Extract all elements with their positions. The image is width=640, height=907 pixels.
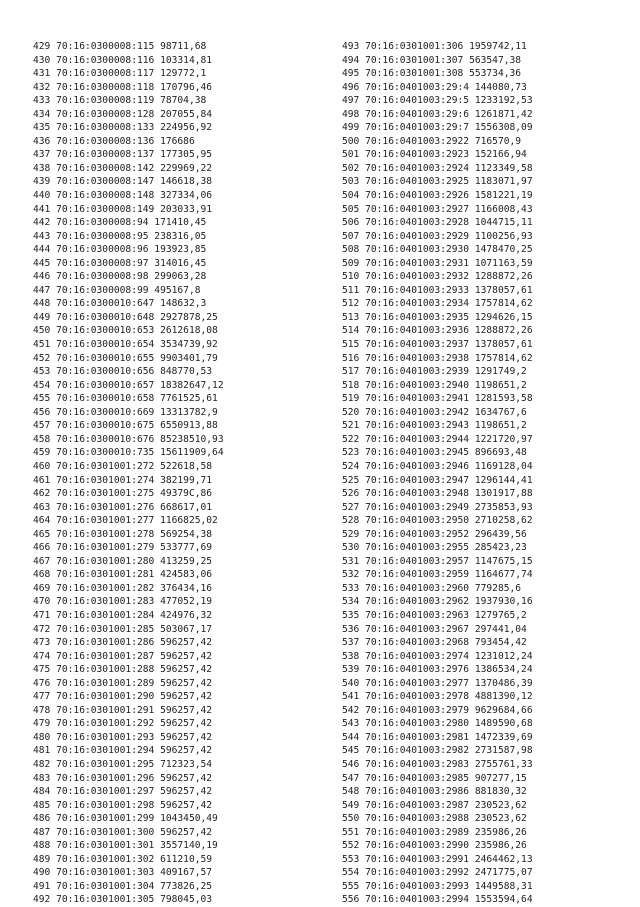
record-row: 499 70:16:0401003:29:7 1556308,09 — [342, 122, 533, 134]
record-row: 534 70:16:0401003:2962 1937930,16 — [342, 596, 533, 608]
record-row: 514 70:16:0401003:2936 1288872,26 — [342, 325, 533, 337]
record-row: 494 70:16:0301001:307 563547,38 — [342, 54, 522, 66]
record-row: 445 70:16:0300008:97 314016,45 — [33, 257, 207, 269]
record-row: 463 70:16:0301001:276 668617,01 — [33, 501, 213, 513]
record-row: 509 70:16:0401003:2931 1071163,59 — [342, 257, 533, 269]
record-row: 549 70:16:0401003:2987 230523,62 — [342, 799, 527, 811]
record-row: 449 70:16:0300010:648 2927878,25 — [33, 311, 218, 323]
record-row: 490 70:16:0301001:303 409167,57 — [33, 867, 213, 879]
record-row: 432 70:16:0300008:118 170796,46 — [33, 81, 213, 93]
record-row: 518 70:16:0401003:2940 1198651,2 — [342, 379, 527, 391]
record-row: 431 70:16:0300008:117 129772,1 — [33, 68, 207, 80]
record-row: 435 70:16:0300008:133 224956,92 — [33, 122, 213, 134]
record-row: 443 70:16:0300008:95 238316,05 — [33, 230, 207, 242]
record-row: 467 70:16:0301001:280 413259,25 — [33, 555, 213, 567]
record-row: 495 70:16:0301001:308 553734,36 — [342, 68, 522, 80]
record-row: 502 70:16:0401003:2924 1123349,58 — [342, 162, 533, 174]
record-row: 520 70:16:0401003:2942 1634767,6 — [342, 406, 527, 418]
record-row: 498 70:16:0401003:29:6 1261871,42 — [342, 108, 533, 120]
record-row: 552 70:16:0401003:2990 235986,26 — [342, 840, 527, 852]
record-row: 506 70:16:0401003:2928 1044715,11 — [342, 217, 533, 229]
record-row: 556 70:16:0401003:2994 1553594,64 — [342, 894, 533, 906]
record-row: 529 70:16:0401003:2952 296439,56 — [342, 528, 527, 540]
record-row: 462 70:16:0301001:275 49379C,86 — [33, 488, 213, 500]
record-row: 551 70:16:0401003:2989 235986,26 — [342, 826, 527, 838]
record-row: 536 70:16:0401003:2967 297441,04 — [342, 623, 527, 635]
record-row: 436 70:16:0300008:136 176686 — [33, 135, 195, 147]
record-row: 500 70:16:0401003:2922 716570,9 — [342, 135, 522, 147]
record-row: 486 70:16:0301001:299 1043450,49 — [33, 813, 218, 825]
record-row: 546 70:16:0401003:2983 2755761,33 — [342, 758, 533, 770]
record-row: 465 70:16:0301001:278 569254,38 — [33, 528, 213, 540]
record-row: 453 70:16:0300010:656 848770,53 — [33, 366, 213, 378]
record-row: 547 70:16:0401003:2985 907277,15 — [342, 772, 527, 784]
record-row: 471 70:16:0301001:284 424976,32 — [33, 609, 213, 621]
record-row: 475 70:16:0301001:288 596257,42 — [33, 664, 213, 676]
record-row: 448 70:16:0300010:647 148632,3 — [33, 298, 207, 310]
record-row: 477 70:16:0301001:290 596257,42 — [33, 691, 213, 703]
record-row: 472 70:16:0301001:285 503067,17 — [33, 623, 213, 635]
right-column — [342, 40, 533, 907]
record-row: 470 70:16:0301001:283 477052,19 — [33, 596, 213, 608]
record-row: 512 70:16:0401003:2934 1757814,62 — [342, 298, 533, 310]
record-row: 450 70:16:0300010:653 2612618,08 — [33, 325, 218, 337]
record-row: 483 70:16:0301001:296 596257,42 — [33, 772, 213, 784]
record-row: 457 70:16:0300010:675 6550913,88 — [33, 420, 218, 432]
record-row: 540 70:16:0401003:2977 1370486,39 — [342, 677, 533, 689]
record-row: 537 70:16:0401003:2968 793454,42 — [342, 637, 527, 649]
record-row: 482 70:16:0301001:295 712323,54 — [33, 758, 213, 770]
record-row: 429 70:16:0300008:115 98711,68 — [33, 41, 207, 52]
record-row: 530 70:16:0401003:2955 285423,23 — [342, 542, 527, 554]
record-row: 442 70:16:0300008:94 171410,45 — [33, 217, 207, 229]
record-row: 531 70:16:0401003:2957 1147675,15 — [342, 555, 533, 567]
record-row: 555 70:16:0401003:2993 1449588,31 — [342, 880, 533, 892]
record-row: 515 70:16:0401003:2937 1378057,61 — [342, 339, 533, 351]
record-row: 488 70:16:0301001:301 3557140,19 — [33, 840, 218, 852]
record-row: 539 70:16:0401003:2976 1386534,24 — [342, 664, 533, 676]
record-row: 532 70:16:0401003:2959 1164677,74 — [342, 569, 533, 581]
record-row: 496 70:16:0401003:29:4 144080,73 — [342, 81, 527, 93]
record-row: 487 70:16:0301001:300 596257,42 — [33, 826, 213, 838]
record-row: 484 70:16:0301001:297 596257,42 — [33, 786, 213, 798]
record-row: 480 70:16:0301001:293 596257,42 — [33, 731, 213, 743]
record-row: 459 70:16:0300010:735 15611909,64 — [33, 447, 224, 459]
record-row: 485 70:16:0301001:298 596257,42 — [33, 799, 213, 811]
record-row: 458 70:16:0300010:676 85238510,93 — [33, 433, 224, 445]
record-row: 553 70:16:0401003:2991 2464462,13 — [342, 853, 533, 865]
record-row: 476 70:16:0301001:289 596257,42 — [33, 677, 213, 689]
record-row: 524 70:16:0401003:2946 1169128,04 — [342, 460, 533, 472]
record-row: 527 70:16:0401003:2949 2735853,93 — [342, 501, 533, 513]
record-row: 511 70:16:0401003:2933 1378057,61 — [342, 284, 533, 296]
record-row: 456 70:16:0300010:669 13313782,9 — [33, 406, 218, 418]
left-column — [33, 40, 224, 907]
record-row: 525 70:16:0401003:2947 1296144,41 — [342, 474, 533, 486]
record-row: 501 70:16:0401003:2923 152166,94 — [342, 149, 527, 161]
record-row: 503 70:16:0401003:2925 1183071,97 — [342, 176, 533, 188]
record-row: 444 70:16:0300008:96 193923,85 — [33, 244, 207, 256]
record-row: 535 70:16:0401003:2963 1279765,2 — [342, 609, 527, 621]
record-row: 522 70:16:0401003:2944 1221720,97 — [342, 433, 533, 445]
record-row: 439 70:16:0300008:147 146618,38 — [33, 176, 213, 188]
record-row: 464 70:16:0301001:277 1166825,02 — [33, 515, 218, 527]
record-row: 508 70:16:0401003:2930 1478470,25 — [342, 244, 533, 256]
record-row: 544 70:16:0401003:2981 1472339,69 — [342, 731, 533, 743]
record-row: 550 70:16:0401003:2988 230523,62 — [342, 813, 527, 825]
record-row: 438 70:16:0300008:142 229969,22 — [33, 162, 213, 174]
record-row: 451 70:16:0300010:654 3534739,92 — [33, 339, 218, 351]
record-row: 461 70:16:0301001:274 382199,71 — [33, 474, 213, 486]
record-row: 454 70:16:0300010:657 18382647,12 — [33, 379, 224, 391]
record-row: 548 70:16:0401003:2986 881830,32 — [342, 786, 527, 798]
record-row: 469 70:16:0301001:282 376434,16 — [33, 582, 213, 594]
record-row: 430 70:16:0300008:116 103314,81 — [33, 54, 213, 66]
record-row: 517 70:16:0401003:2939 1291749,2 — [342, 366, 527, 378]
record-row: 505 70:16:0401003:2927 1166008,43 — [342, 203, 533, 215]
record-row: 493 70:16:0301001:306 1959742,11 — [342, 41, 527, 52]
record-row: 491 70:16:0301001:304 773826,25 — [33, 880, 213, 892]
record-row: 447 70:16:0300008:99 495167,8 — [33, 284, 201, 296]
record-row: 440 70:16:0300008:148 327334,06 — [33, 190, 213, 202]
record-row: 545 70:16:0401003:2982 2731587,98 — [342, 745, 533, 757]
record-row: 455 70:16:0300010:658 7761525,61 — [33, 393, 218, 405]
record-row: 434 70:16:0300008:128 207055,84 — [33, 108, 213, 120]
record-row: 507 70:16:0401003:2929 1100256,93 — [342, 230, 533, 242]
record-row: 433 70:16:0300008:119 78704,38 — [33, 95, 207, 107]
record-row: 541 70:16:0401003:2978 4881390,12 — [342, 691, 533, 703]
record-row: 437 70:16:0300008:137 177305,95 — [33, 149, 213, 161]
record-row: 446 70:16:0300008:98 299063,28 — [33, 271, 207, 283]
record-row: 554 70:16:0401003:2992 2471775,07 — [342, 867, 533, 879]
record-row: 481 70:16:0301001:294 596257,42 — [33, 745, 213, 757]
record-row: 526 70:16:0401003:2948 1301917,88 — [342, 488, 533, 500]
record-row: 538 70:16:0401003:2974 1231012,24 — [342, 650, 533, 662]
record-row: 468 70:16:0301001:281 424583,06 — [33, 569, 213, 581]
record-row: 523 70:16:0401003:2945 896693,48 — [342, 447, 527, 459]
record-row: 479 70:16:0301001:292 596257,42 — [33, 718, 213, 730]
record-row: 521 70:16:0401003:2943 1198651,2 — [342, 420, 527, 432]
record-row: 504 70:16:0401003:2926 1581221,19 — [342, 190, 533, 202]
record-row: 474 70:16:0301001:287 596257,42 — [33, 650, 213, 662]
record-row: 513 70:16:0401003:2935 1294626,15 — [342, 311, 533, 323]
record-row: 516 70:16:0401003:2938 1757814,62 — [342, 352, 533, 364]
record-row: 510 70:16:0401003:2932 1288872,26 — [342, 271, 533, 283]
record-row: 466 70:16:0301001:279 533777,69 — [33, 542, 213, 554]
record-row: 473 70:16:0301001:286 596257,42 — [33, 637, 213, 649]
record-row: 460 70:16:0301001:272 522618,58 — [33, 460, 213, 472]
record-row: 542 70:16:0401003:2979 9629684,66 — [342, 704, 533, 716]
record-row: 492 70:16:0301001:305 798045,03 — [33, 894, 213, 906]
record-row: 528 70:16:0401003:2950 2710258,62 — [342, 515, 533, 527]
record-row: 497 70:16:0401003:29:5 1233192,53 — [342, 95, 533, 107]
record-row: 452 70:16:0300010:655 9903401,79 — [33, 352, 218, 364]
record-row: 489 70:16:0301001:302 611210,59 — [33, 853, 213, 865]
record-row: 533 70:16:0401003:2960 779285,6 — [342, 582, 522, 594]
record-row: 478 70:16:0301001:291 596257,42 — [33, 704, 213, 716]
record-row: 543 70:16:0401003:2980 1489590,68 — [342, 718, 533, 730]
record-row: 441 70:16:0300008:149 203033,91 — [33, 203, 213, 215]
record-row: 519 70:16:0401003:2941 1281593,58 — [342, 393, 533, 405]
